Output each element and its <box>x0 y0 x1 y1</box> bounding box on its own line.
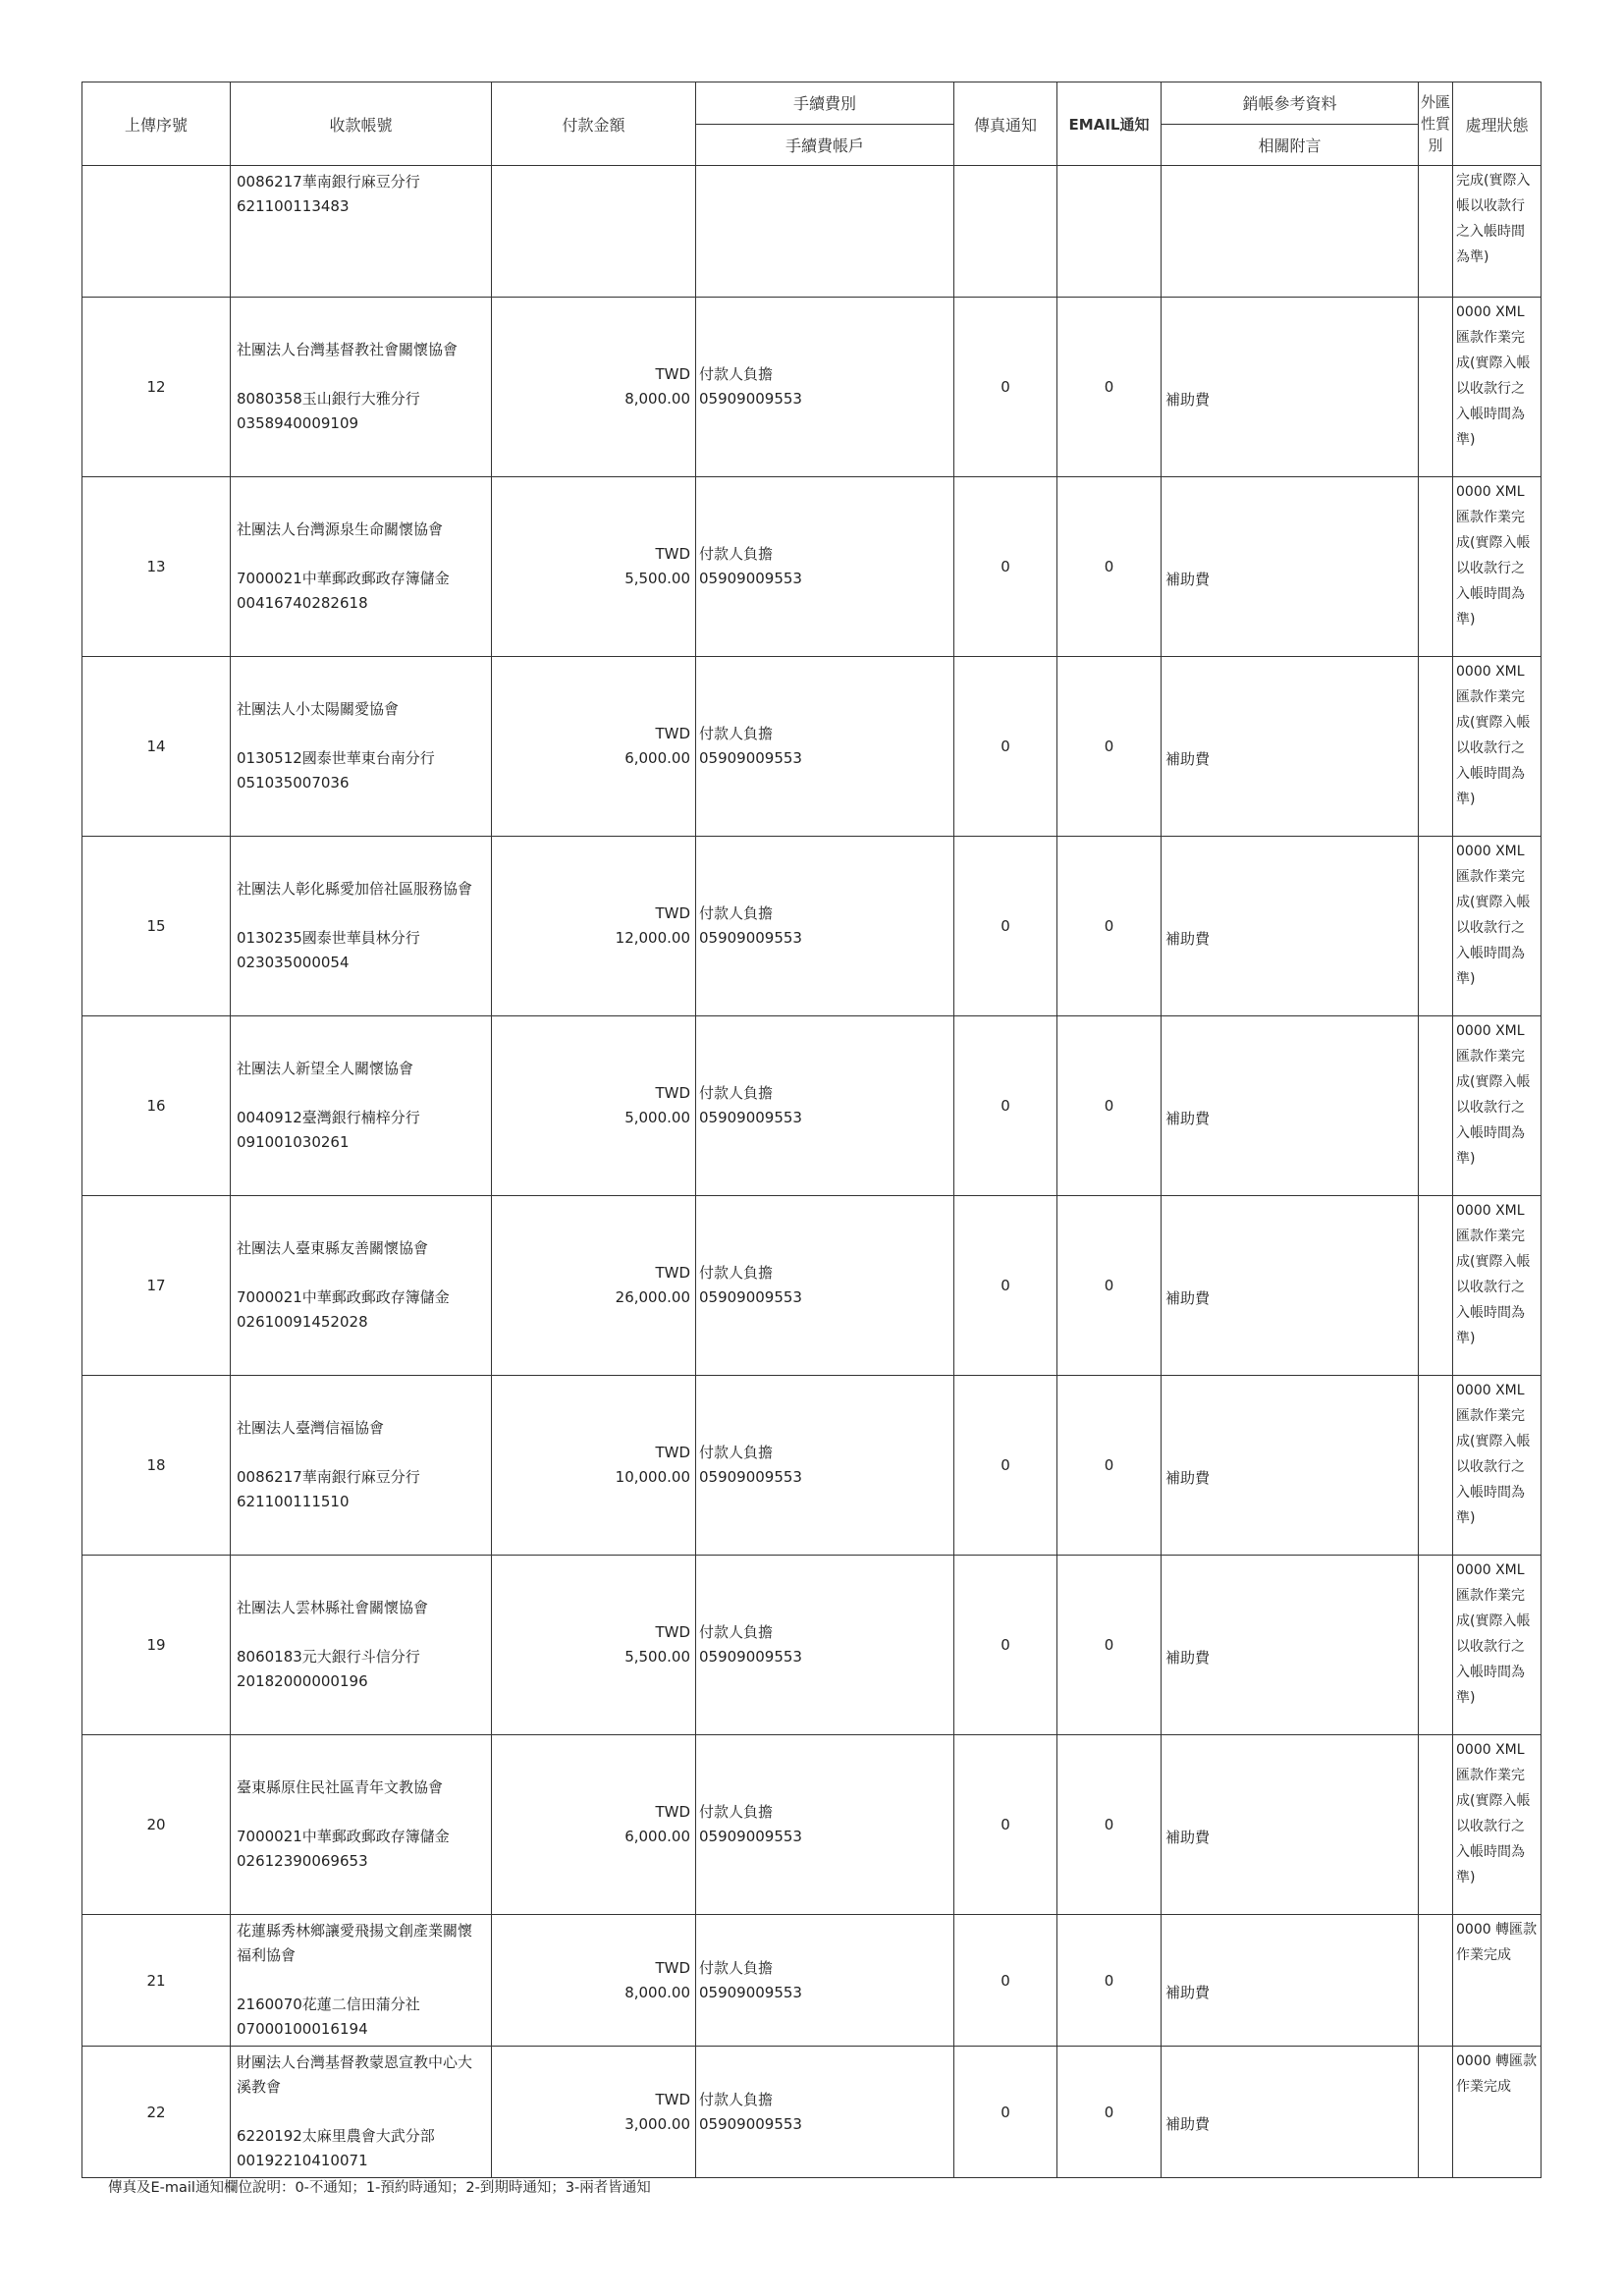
header-fee-account: 手續費帳戶 <box>784 136 864 155</box>
table-row <box>82 1735 1542 1915</box>
payee-name: 臺東縣原住民社區青年文教協會 <box>237 1778 444 1796</box>
account-number: 051035007036 <box>237 774 350 792</box>
amount-cell <box>492 1915 696 2047</box>
account-cell <box>231 1196 492 1376</box>
account-number: 023035000054 <box>237 954 350 971</box>
payee-name: 社團法人臺東縣友善關懷協會 <box>237 1239 429 1257</box>
account-cell <box>231 657 492 837</box>
status-cell: 0000 XML匯款作業完成(實際入帳以收款行之入帳時間為準) <box>1453 657 1542 837</box>
fee-cell <box>696 1376 954 1556</box>
fee-cell <box>696 1556 954 1735</box>
fax-cell: 0 <box>954 1915 1057 2047</box>
forex-cell <box>1419 1735 1453 1915</box>
bank-name: 0130512國泰世華東台南分行 <box>237 749 435 767</box>
header-forex: 外匯性質別 <box>1419 82 1453 166</box>
currency: TWD <box>655 1958 690 1977</box>
status-cell: 0000 XML匯款作業完成(實際入帳以收款行之入帳時間為準) <box>1453 1556 1542 1735</box>
ref-text: 補助費 <box>1165 1984 1211 2001</box>
seq-cell: 13 <box>82 477 231 657</box>
header-ref-data: 銷帳參考資料 <box>1162 82 1418 125</box>
fee-payer: 付款人負擔 <box>699 725 774 742</box>
amount-cell <box>492 1556 696 1735</box>
account-number: 621100111510 <box>237 1493 350 1510</box>
table-row <box>82 1376 1542 1556</box>
fee-account: 05909009553 <box>699 929 802 947</box>
header-fee-type: 手續費別 <box>696 82 953 125</box>
fee-cell <box>696 1735 954 1915</box>
ref-text: 補助費 <box>1165 390 1211 409</box>
bank-name: 7000021中華郵政郵政存簿儲金 <box>237 570 450 587</box>
amount-cell <box>492 2047 696 2178</box>
ref-text: 補助費 <box>1165 1648 1211 1667</box>
payee-name: 財團法人台灣基督教蒙恩宣教中心大溪教會 <box>237 2053 473 2096</box>
status-cell: 0000 XML匯款作業完成(實際入帳以收款行之入帳時間為準) <box>1453 298 1542 477</box>
email-cell: 0 <box>1057 1196 1162 1376</box>
table-body <box>82 166 1542 2178</box>
fee-payer: 付款人負擔 <box>699 1623 774 1641</box>
table-row <box>82 1915 1542 2047</box>
account-cell <box>231 1915 492 2047</box>
fee-account: 05909009553 <box>699 1288 802 1306</box>
ref-text: 補助費 <box>1165 749 1211 768</box>
email-cell: 0 <box>1057 657 1162 837</box>
table-row <box>82 298 1542 477</box>
currency: TWD <box>655 904 690 922</box>
fee-account: 05909009553 <box>699 570 802 587</box>
fee-payer: 付款人負擔 <box>699 1084 774 1102</box>
currency: TWD <box>655 725 690 742</box>
seq-cell: 12 <box>82 298 231 477</box>
account-cell <box>231 1016 492 1196</box>
amount-value: 26,000.00 <box>615 1288 690 1306</box>
seq-cell: 20 <box>82 1735 231 1915</box>
fee-cell <box>696 657 954 837</box>
account-number: 00416740282618 <box>237 594 368 612</box>
ref-text: 補助費 <box>1165 1288 1211 1307</box>
account-cell <box>231 1735 492 1915</box>
status-cell: 0000 XML匯款作業完成(實際入帳以收款行之入帳時間為準) <box>1453 1196 1542 1376</box>
fee-payer: 付款人負擔 <box>699 1444 774 1461</box>
bank-name: 8080358玉山銀行大雅分行 <box>237 390 420 408</box>
payee-name: 社團法人台灣源泉生命關懷協會 <box>237 520 444 538</box>
status-cell: 0000 轉匯款作業完成 <box>1453 1915 1542 2047</box>
amount-cell <box>492 477 696 657</box>
amount-cell <box>492 166 696 298</box>
amount-value: 8,000.00 <box>624 390 690 408</box>
forex-cell <box>1419 1915 1453 2047</box>
ref-cell <box>1162 657 1419 837</box>
amount-cell <box>492 1016 696 1196</box>
amount-cell <box>492 837 696 1016</box>
table-row <box>82 477 1542 657</box>
fax-cell: 0 <box>954 837 1057 1016</box>
fee-payer: 付款人負擔 <box>699 1803 774 1821</box>
email-cell: 0 <box>1057 1376 1162 1556</box>
ref-cell <box>1162 2047 1419 2178</box>
currency: TWD <box>655 1264 690 1282</box>
fee-account: 05909009553 <box>699 1648 802 1666</box>
seq-cell: 21 <box>82 1915 231 2047</box>
ref-cell <box>1162 298 1419 477</box>
amount-cell <box>492 1196 696 1376</box>
header-email: EMAIL通知 <box>1057 82 1162 166</box>
bank-name: 0040912臺灣銀行楠梓分行 <box>237 1109 420 1126</box>
status-cell: 0000 XML匯款作業完成(實際入帳以收款行之入帳時間為準) <box>1453 477 1542 657</box>
fax-cell: 0 <box>954 1556 1057 1735</box>
ref-text: 補助費 <box>1165 1828 1211 1846</box>
account-cell <box>231 837 492 1016</box>
ref-cell <box>1162 1196 1419 1376</box>
account-number: 20182000000196 <box>237 1672 368 1690</box>
header-fax: 傳真通知 <box>954 82 1057 166</box>
fee-cell <box>696 1196 954 1376</box>
currency: TWD <box>655 2090 690 2108</box>
account-number: 091001030261 <box>237 1133 350 1151</box>
amount-value: 6,000.00 <box>624 1828 690 1845</box>
bank-name: 6220192太麻里農會大武分部 <box>237 2127 435 2145</box>
ref-cell <box>1162 1915 1419 2047</box>
status-cell: 0000 XML匯款作業完成(實際入帳以收款行之入帳時間為準) <box>1453 1735 1542 1915</box>
ref-cell <box>1162 1376 1419 1556</box>
amount-value: 5,000.00 <box>624 1109 690 1126</box>
seq-cell: 22 <box>82 2047 231 2178</box>
fax-cell: 0 <box>954 1016 1057 1196</box>
ref-cell <box>1162 1735 1419 1915</box>
header-amount: 付款金額 <box>492 82 696 166</box>
remittance-table <box>81 82 1542 2178</box>
forex-cell <box>1419 837 1453 1016</box>
amount-value: 3,000.00 <box>624 2114 690 2133</box>
header-ref <box>1162 82 1419 166</box>
email-cell: 0 <box>1057 1556 1162 1735</box>
fax-cell: 0 <box>954 2047 1057 2178</box>
fee-account: 05909009553 <box>699 1983 802 2001</box>
account-number: 02610091452028 <box>237 1313 368 1331</box>
fee-cell <box>696 477 954 657</box>
ref-cell <box>1162 1556 1419 1735</box>
table-row <box>82 1556 1542 1735</box>
bank-name: 2160070花蓮二信田蒲分社 <box>237 1995 420 2013</box>
table-header <box>82 82 1542 166</box>
ref-cell <box>1162 477 1419 657</box>
header-attach: 相關附言 <box>1258 136 1322 155</box>
payee-name: 社團法人臺灣信福協會 <box>237 1419 385 1437</box>
bank-name: 8060183元大銀行斗信分行 <box>237 1648 420 1666</box>
forex-cell <box>1419 477 1453 657</box>
ref-text: 補助費 <box>1165 2115 1211 2133</box>
email-cell: 0 <box>1057 2047 1162 2178</box>
account-number: 621100113483 <box>237 197 350 215</box>
fee-payer: 付款人負擔 <box>699 1958 774 1977</box>
amount-value: 12,000.00 <box>615 929 690 947</box>
fee-payer: 付款人負擔 <box>699 1264 774 1282</box>
email-cell: 0 <box>1057 1735 1162 1915</box>
currency: TWD <box>655 1444 690 1461</box>
forex-cell <box>1419 298 1453 477</box>
account-cell <box>231 298 492 477</box>
fee-account: 05909009553 <box>699 749 802 767</box>
amount-value: 10,000.00 <box>615 1468 690 1486</box>
currency: TWD <box>655 545 690 563</box>
fee-account: 05909009553 <box>699 1468 802 1486</box>
account-number: 00192210410071 <box>237 2152 368 2169</box>
header-account: 收款帳號 <box>231 82 492 166</box>
fee-payer: 付款人負擔 <box>699 545 774 563</box>
currency: TWD <box>655 1623 690 1641</box>
amount-value: 5,500.00 <box>624 570 690 587</box>
forex-cell <box>1419 1016 1453 1196</box>
currency: TWD <box>655 1084 690 1102</box>
fax-cell: 0 <box>954 298 1057 477</box>
fee-cell <box>696 1915 954 2047</box>
status-cell: 0000 轉匯款作業完成 <box>1453 2047 1542 2178</box>
table-row <box>82 657 1542 837</box>
bank-name: 7000021中華郵政郵政存簿儲金 <box>237 1828 450 1845</box>
status-cell: 0000 XML匯款作業完成(實際入帳以收款行之入帳時間為準) <box>1453 1376 1542 1556</box>
bank-name: 0086217華南銀行麻豆分行 <box>237 1468 420 1486</box>
ref-cell <box>1162 837 1419 1016</box>
fax-cell: 0 <box>954 1196 1057 1376</box>
forex-cell <box>1419 657 1453 837</box>
status-cell: 完成(實際入帳以收款行之入帳時間為準) <box>1453 166 1542 298</box>
table-row <box>82 2047 1542 2178</box>
account-cell <box>231 1556 492 1735</box>
account-cell <box>231 166 492 298</box>
fax-cell: 0 <box>954 1376 1057 1556</box>
payee-name: 社團法人雲林縣社會關懷協會 <box>237 1599 429 1616</box>
account-cell <box>231 477 492 657</box>
fee-cell <box>696 1016 954 1196</box>
account-cell <box>231 2047 492 2178</box>
fee-cell <box>696 837 954 1016</box>
bank-name: 7000021中華郵政郵政存簿儲金 <box>237 1288 450 1306</box>
seq-cell: 18 <box>82 1376 231 1556</box>
amount-value: 5,500.00 <box>624 1648 690 1666</box>
table-row <box>82 1016 1542 1196</box>
fee-payer: 付款人負擔 <box>699 904 774 922</box>
seq-cell <box>82 166 231 298</box>
status-cell: 0000 XML匯款作業完成(實際入帳以收款行之入帳時間為準) <box>1453 1016 1542 1196</box>
seq-cell: 19 <box>82 1556 231 1735</box>
amount-value: 8,000.00 <box>624 1983 690 2001</box>
currency: TWD <box>655 1803 690 1821</box>
amount-cell <box>492 1376 696 1556</box>
table-row <box>82 1196 1542 1376</box>
payee-name: 社團法人小太陽關愛協會 <box>237 700 400 718</box>
forex-cell <box>1419 1196 1453 1376</box>
currency: TWD <box>655 365 690 383</box>
header-status: 處理狀態 <box>1453 82 1542 166</box>
seq-cell: 14 <box>82 657 231 837</box>
fee-cell <box>696 2047 954 2178</box>
amount-cell <box>492 298 696 477</box>
email-cell: 0 <box>1057 477 1162 657</box>
header-seq: 上傳序號 <box>82 82 231 166</box>
status-cell: 0000 XML匯款作業完成(實際入帳以收款行之入帳時間為準) <box>1453 837 1542 1016</box>
fee-account: 05909009553 <box>699 1109 802 1126</box>
amount-cell <box>492 657 696 837</box>
fee-cell <box>696 166 954 298</box>
email-cell <box>1057 166 1162 298</box>
ref-cell <box>1162 1016 1419 1196</box>
fee-cell <box>696 298 954 477</box>
account-number: 07000100016194 <box>237 2020 368 2038</box>
payee-name: 社團法人台灣基督教社會關懷協會 <box>237 341 459 358</box>
email-cell: 0 <box>1057 298 1162 477</box>
email-cell: 0 <box>1057 1016 1162 1196</box>
fee-account: 05909009553 <box>699 2114 802 2133</box>
fee-payer: 付款人負擔 <box>699 365 774 383</box>
account-number: 02612390069653 <box>237 1852 368 1870</box>
fee-payer: 付款人負擔 <box>699 2090 774 2108</box>
account-number: 0358940009109 <box>237 414 359 432</box>
ref-text: 補助費 <box>1165 570 1211 588</box>
fee-account: 05909009553 <box>699 1828 802 1845</box>
payee-name: 社團法人彰化縣愛加倍社區服務協會 <box>237 880 473 898</box>
account-cell <box>231 1376 492 1556</box>
fax-cell: 0 <box>954 1735 1057 1915</box>
amount-value: 6,000.00 <box>624 749 690 767</box>
fax-cell: 0 <box>954 657 1057 837</box>
email-cell: 0 <box>1057 837 1162 1016</box>
header-fee <box>696 82 954 166</box>
ref-text: 補助費 <box>1165 929 1211 948</box>
fee-account: 05909009553 <box>699 390 802 408</box>
seq-cell: 16 <box>82 1016 231 1196</box>
table-row <box>82 837 1542 1016</box>
table-row <box>82 166 1542 298</box>
forex-cell <box>1419 1376 1453 1556</box>
ref-cell <box>1162 166 1419 298</box>
bank-name: 0130235國泰世華員林分行 <box>237 929 420 947</box>
ref-text: 補助費 <box>1165 1468 1211 1487</box>
seq-cell: 17 <box>82 1196 231 1376</box>
amount-cell <box>492 1735 696 1915</box>
forex-cell <box>1419 1556 1453 1735</box>
footnote: 傳真及E-mail通知欄位說明：0-不通知；1-預約時通知；2-到期時通知；3-兩者皆通知 <box>108 2180 651 2196</box>
ref-text: 補助費 <box>1165 1109 1211 1127</box>
payee-name: 社團法人新望全人關懷協會 <box>237 1060 414 1077</box>
forex-cell <box>1419 166 1453 298</box>
bank-name: 0086217華南銀行麻豆分行 <box>237 173 420 191</box>
fax-cell <box>954 166 1057 298</box>
email-cell: 0 <box>1057 1915 1162 2047</box>
payee-name: 花蓮縣秀林鄉讓愛飛揚文創產業關懷福利協會 <box>237 1922 473 1964</box>
seq-cell: 15 <box>82 837 231 1016</box>
forex-cell <box>1419 2047 1453 2178</box>
fax-cell: 0 <box>954 477 1057 657</box>
